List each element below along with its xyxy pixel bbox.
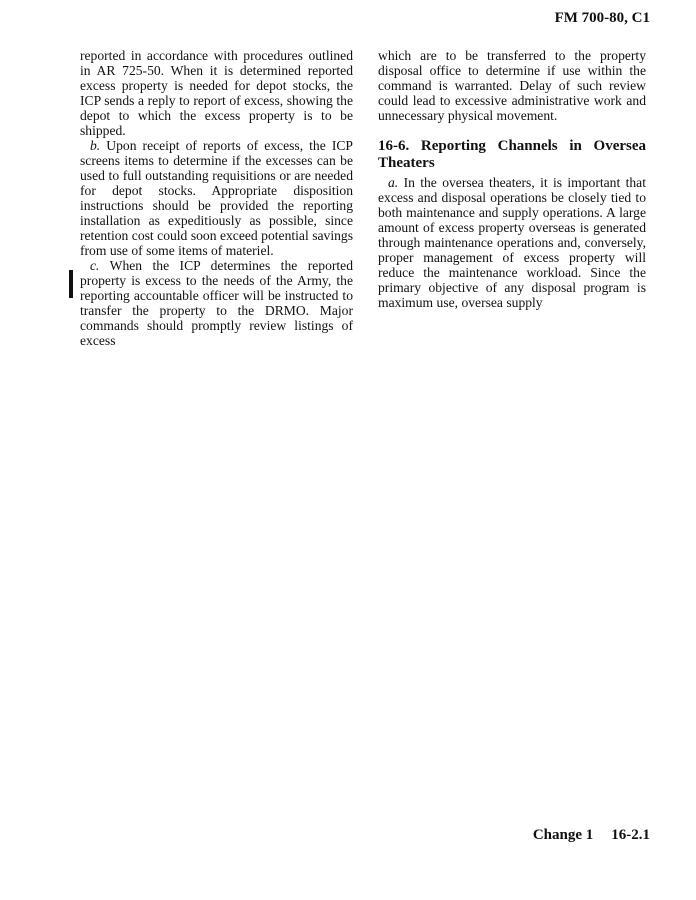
paragraph-a-label: a. xyxy=(388,175,399,190)
document-id-header: FM 700-80, C1 xyxy=(554,10,650,26)
paragraph-b xyxy=(80,138,353,258)
paragraph-a-text: In the oversea theaters, it is important that excess and disposal operations be closely tied to both maintenance and supply operations. A large amount of excess property overseas is generated through maintenance operations and, conversely, proper management of excess property will reduce the maintenance workload. Since the primary objective of any disposal program is maximum use, oversea supply xyxy=(378,175,646,310)
change-bar xyxy=(69,270,73,298)
paragraph-b-label: b. xyxy=(90,138,101,153)
paragraph-b-text: Upon receipt of reports of excess, the ICP screens items to determine if the excesses can be used to full outstanding requisitions or are needed for depot stocks. Appropriate disposition instructions should be provided the reporting installation as expeditiously as possible, since retention cost could soon exceed potential savings from use of some items of materiel. xyxy=(80,138,353,258)
page-number: 16-2.1 xyxy=(611,827,650,843)
section-heading: 16-6. Reporting Channels in Oversea Theaters xyxy=(378,138,646,171)
paragraph-c-text: When the ICP determines the reported property is excess to the needs of the Army, the reporting accountable officer will be instructed to transfer the property to the DRMO. Major commands should promptly review listings of excess xyxy=(80,258,353,348)
paragraph-c xyxy=(80,258,353,348)
page-footer xyxy=(533,827,650,844)
paragraph-a xyxy=(378,175,646,310)
paragraph-continued: reported in accordance with procedures outlined in AR 725-50. When it is determined reported excess property is needed for depot stocks, the ICP sends a reply to report of excess, showing the depot to which the excess property is to be shipped. xyxy=(80,48,353,138)
paragraph-continued-right: which are to be transferred to the property disposal office to determine if use within the command is warranted. Delay of such review could lead to excessive administrative work and unnecessary physical movement. xyxy=(378,48,646,123)
change-label: Change 1 xyxy=(532,827,594,843)
left-column xyxy=(80,48,353,348)
right-column xyxy=(378,48,646,310)
paragraph-c-label: c. xyxy=(90,258,100,273)
